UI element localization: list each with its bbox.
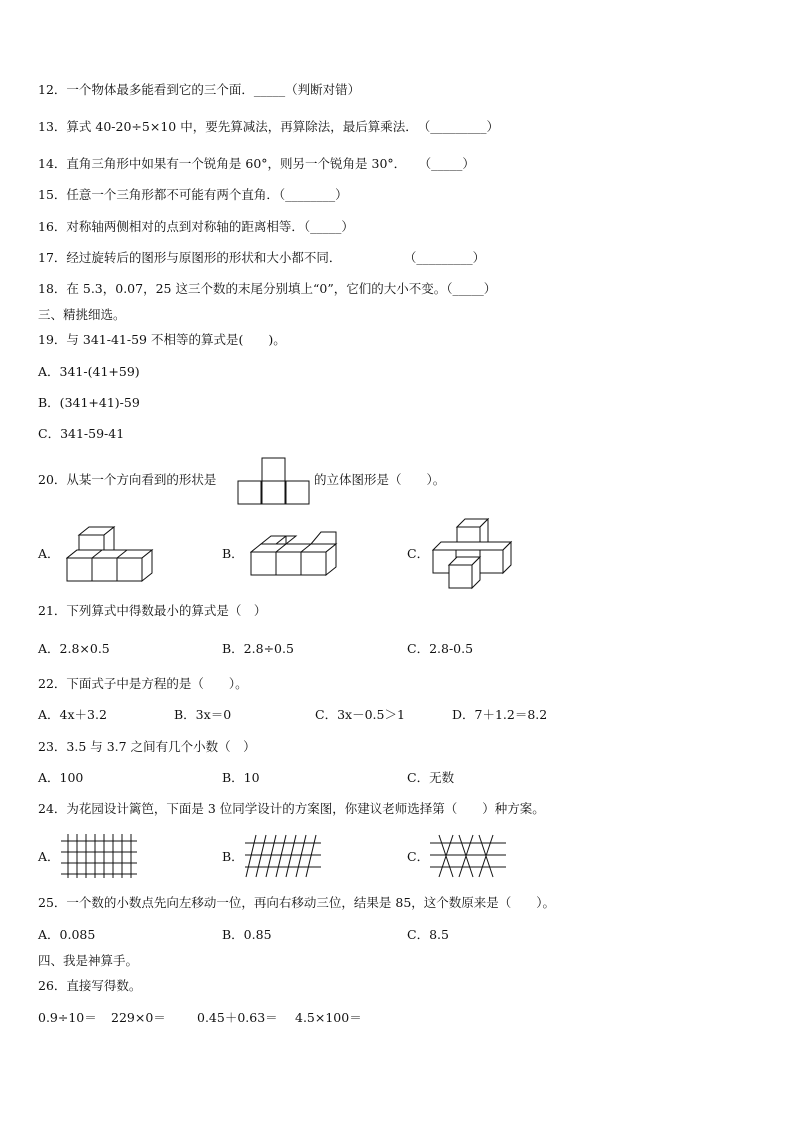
question-23-option-c: C．无数: [407, 770, 455, 785]
question-20-option-b-label: B．: [222, 546, 244, 561]
question-24-option-b-label: B．: [222, 849, 244, 864]
question-20-option-a-label: A．: [38, 546, 60, 561]
fence-slanted-b-figure: [244, 833, 322, 879]
question-14: 14．直角三角形中如果有一个锐角是 60°，则另一个锐角是 30°． （_____）: [38, 156, 475, 171]
question-25-stem: 25．一个数的小数点先向左移动一位，再向右移动三位，结果是 85，这个数原来是（ ）。: [38, 895, 556, 910]
question-22-stem: 22．下面式子中是方程的是（ ）。: [38, 676, 248, 691]
question-20-stem-pre: 20．从某一个方向看到的形状是: [38, 472, 217, 487]
fence-cross-c-figure: [429, 833, 507, 879]
question-24-option-a-label: A．: [38, 849, 60, 864]
question-12: 12．一个物体最多能看到它的三个面．_____（判断对错）: [38, 82, 361, 97]
question-20-stem-post: 的立体图形是（ ）。: [314, 472, 446, 487]
question-23-option-b: B．10: [222, 770, 260, 785]
calc-item-3: 0.45＋0.63＝: [197, 1010, 278, 1025]
view-shape-figure: [237, 457, 311, 505]
calc-item-4: 4.5×100＝: [295, 1010, 362, 1025]
question-21-option-a: A．2.8×0.5: [38, 641, 110, 656]
question-18: 18．在 5.3，0.07，25 这三个数的末尾分别填上“0”，它们的大小不变。（_____）: [38, 281, 497, 296]
calc-item-1: 0.9÷10＝: [38, 1010, 97, 1025]
question-24-stem: 24．为花园设计篱笆，下面是 3 位同学设计的方案图，你建议老师选择第（ ）种方案。: [38, 801, 545, 816]
question-16: 16．对称轴两侧相对的点到对称轴的距离相等．（_____）: [38, 219, 354, 234]
section-4-heading: 四、我是神算手。: [38, 953, 139, 968]
question-23-stem: 23．3.5 与 3.7 之间有几个小数（ ）: [38, 739, 256, 754]
fence-grid-a-figure: [60, 833, 138, 879]
question-22-option-d: D．7＋1.2＝8.2: [452, 707, 548, 722]
section-3-heading: 三、精挑细选。: [38, 307, 126, 322]
question-22-option-a: A．4x＋3.2: [38, 707, 107, 722]
question-17: 17．经过旋转后的图形与原图形的形状和大小都不同． （_________）: [38, 250, 486, 265]
question-13: 13．算式 40-20÷5×10 中，要先算减法，再算除法，最后算乘法． （_________）: [38, 119, 499, 134]
question-25-option-c: C．8.5: [407, 927, 449, 942]
question-19-option-c: C．341-59-41: [38, 426, 125, 441]
question-20-option-c-label: C．: [407, 546, 430, 561]
question-22-option-c: C．3x－0.5＞1: [315, 707, 405, 722]
cube-stack-c-figure: [432, 518, 516, 590]
question-23-option-a: A．100: [38, 770, 84, 785]
question-22-option-b: B．3x＝0: [174, 707, 232, 722]
question-24-option-c-label: C．: [407, 849, 430, 864]
question-19-option-a: A．341-(41+59): [38, 364, 140, 379]
question-21-option-b: B．2.8÷0.5: [222, 641, 294, 656]
cube-stack-b-figure: [250, 530, 342, 578]
question-26-stem: 26．直接写得数。: [38, 978, 142, 993]
cube-stack-a-figure: [66, 524, 156, 584]
question-15: 15．任意一个三角形都不可能有两个直角．（________）: [38, 187, 348, 202]
question-25-option-a: A．0.085: [38, 927, 96, 942]
question-21-stem: 21．下列算式中得数最小的算式是（ ）: [38, 603, 267, 618]
question-21-option-c: C．2.8-0.5: [407, 641, 474, 656]
calc-item-2: 229×0＝: [111, 1010, 166, 1025]
question-19-option-b: B．(341+41)-59: [38, 395, 140, 410]
question-25-option-b: B．0.85: [222, 927, 272, 942]
question-19-stem: 19．与 341-41-59 不相等的算式是( )。: [38, 332, 286, 347]
